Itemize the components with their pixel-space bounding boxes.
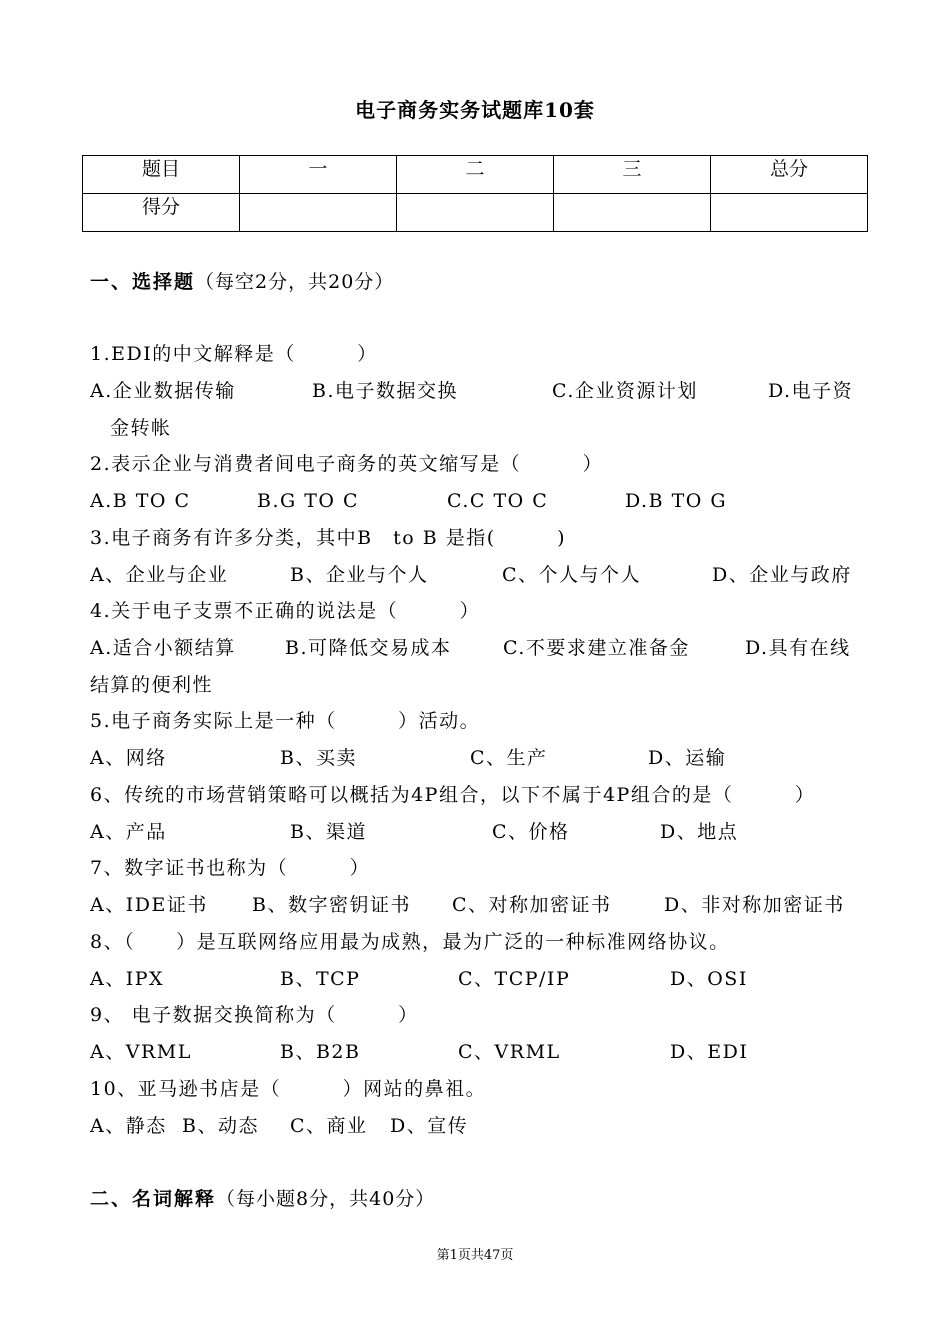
option: D、宣传 [390, 1115, 469, 1137]
score-table-cell: 三 [554, 156, 711, 194]
score-table-cell: 二 [397, 156, 554, 194]
option: D、OSI [670, 968, 748, 990]
option: B、动态 [182, 1115, 259, 1137]
option: D、运输 [648, 747, 727, 769]
score-table-score-row [83, 194, 868, 232]
option: A.企业数据传输 [90, 380, 236, 402]
option-continuation: 金转帐 [110, 417, 172, 439]
option: C.不要求建立准备金 [503, 637, 690, 659]
question-stem: 7、数字证书也称为（ ） [90, 857, 371, 879]
section-2-note: （每小题8分，共40分） [216, 1188, 436, 1210]
option: D.具有在线 [745, 637, 851, 659]
option: A.适合小额结算 [90, 637, 236, 659]
option: C、价格 [492, 821, 570, 843]
option: B、买卖 [280, 747, 357, 769]
section-1-heading: 一、选择题 [90, 271, 196, 293]
option: A、产品 [90, 821, 167, 843]
question-stem: 3.电子商务有许多分类，其中B to B 是指( ) [90, 527, 567, 549]
question-stem: 9、 电子数据交换简称为（ ） [90, 1004, 419, 1026]
option: D、地点 [660, 821, 739, 843]
option: B、企业与个人 [290, 564, 429, 586]
score-table-cell: 题目 [83, 156, 240, 194]
page-footer: 第1页共47页 [436, 1248, 514, 1263]
question-stem: 1.EDI的中文解释是（ ） [90, 343, 378, 365]
option: A、IPX [90, 968, 165, 990]
question-stem: 5.电子商务实际上是一种（ ）活动。 [90, 710, 481, 732]
option: B、渠道 [290, 821, 367, 843]
option: B.电子数据交换 [312, 380, 459, 402]
question-stem: 2.表示企业与消费者间电子商务的英文缩写是（ ） [90, 453, 604, 475]
option: C、对称加密证书 [452, 894, 612, 916]
section-2-heading: 二、名词解释 [90, 1188, 217, 1210]
score-table-cell: 总分 [711, 156, 868, 194]
score-table-cell [711, 194, 868, 232]
option: B、TCP [280, 968, 361, 990]
score-table [82, 155, 868, 232]
question-stem: 6、传统的市场营销策略可以概括为4P组合，以下不属于4P组合的是（ ） [90, 784, 816, 806]
option: D、非对称加密证书 [664, 894, 845, 916]
option: A.B TO C [90, 490, 191, 512]
question-stem: 4.关于电子支票不正确的说法是（ ） [90, 600, 481, 622]
score-table-cell [554, 194, 711, 232]
option: A、VRML [90, 1041, 192, 1063]
score-table-cell [240, 194, 397, 232]
section-2-header [90, 1184, 435, 1214]
option: D.B TO G [625, 490, 728, 512]
option-continuation: 结算的便利性 [90, 674, 214, 696]
option: D.电子资 [768, 380, 854, 402]
section-1-note: （每空2分，共20分） [195, 271, 395, 293]
option: A、网络 [90, 747, 167, 769]
option: D、EDI [670, 1041, 749, 1063]
score-table-cell [397, 194, 554, 232]
option: B、数字密钥证书 [252, 894, 411, 916]
option: B、B2B [280, 1041, 361, 1063]
option: C.C TO C [447, 490, 549, 512]
option: A、企业与企业 [90, 564, 229, 586]
question-stem: 10、亚马逊书店是（ ）网站的鼻祖。 [90, 1078, 487, 1100]
option: C、TCP/IP [458, 968, 571, 990]
option: A、IDE证书 [90, 894, 208, 916]
score-table-cell: 得分 [83, 194, 240, 232]
option: C、生产 [470, 747, 548, 769]
option: C.企业资源计划 [552, 380, 698, 402]
section-1-header [90, 267, 394, 297]
question-stem: 8、（ ）是互联网络应用最为成熟，最为广泛的一种标准网络协议。 [90, 931, 730, 953]
option: B.G TO C [257, 490, 360, 512]
option: A、静态 [90, 1115, 167, 1137]
option: C、商业 [290, 1115, 368, 1137]
option: D、企业与政府 [712, 564, 852, 586]
document-title: 电子商务实务试题库10套 [355, 98, 595, 122]
score-table-header-row [83, 156, 868, 194]
option: C、VRML [458, 1041, 561, 1063]
option: B.可降低交易成本 [285, 637, 452, 659]
option: C、个人与个人 [502, 564, 642, 586]
score-table-cell: 一 [240, 156, 397, 194]
